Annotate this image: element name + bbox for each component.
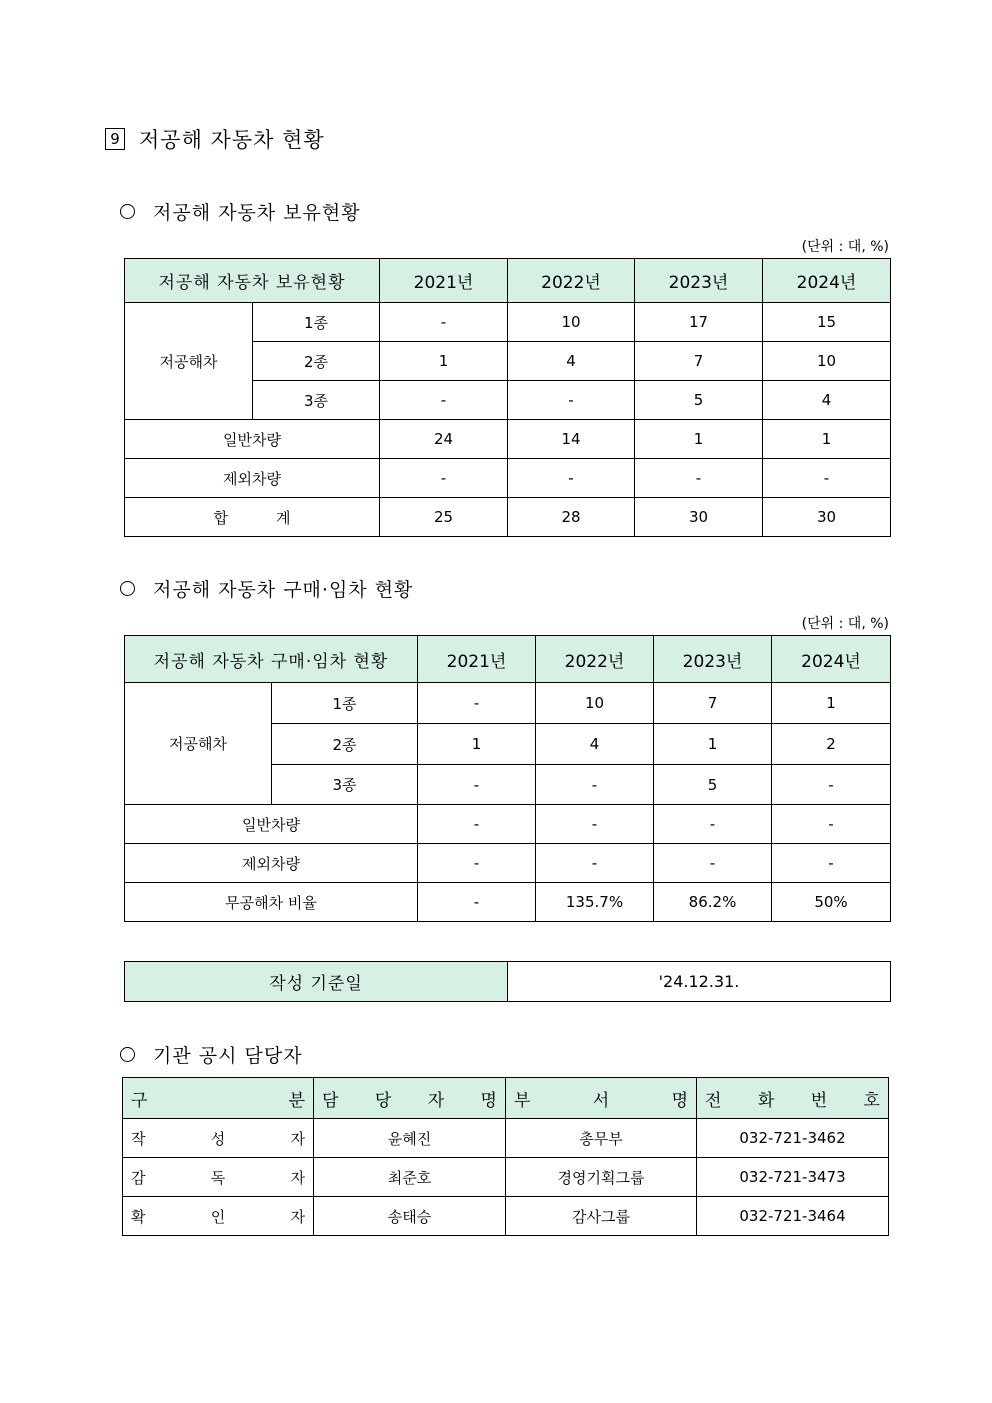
table-cell: - [536,805,654,844]
contacts-title [120,1041,303,1068]
table-cell: - [418,765,536,805]
name-cell: 윤혜진 [314,1119,506,1158]
table-cell: - [654,805,772,844]
header-char: 분 [288,1090,305,1111]
table-cell: - [536,765,654,805]
table-cell: 2 [772,724,891,765]
table-cell: 10 [508,303,635,342]
table-row [125,303,891,342]
header-cell-name [314,1078,506,1119]
role-char: 독 [210,1168,226,1187]
table-cell: 25 [380,498,508,537]
role-char: 자 [290,1168,305,1187]
table-cell: - [508,459,635,498]
purchase-table [124,635,891,922]
role-cell [123,1197,314,1236]
table-row [125,844,891,883]
header-char: 명 [480,1090,497,1111]
base-date-table [124,961,891,1002]
header-char: 서 [592,1090,610,1111]
total-label-b: 계 [276,508,291,527]
section-title-text: 저공해 자동차 현황 [139,128,325,152]
table-row [123,1119,889,1158]
row-label: 2종 [272,724,418,765]
table-cell: - [380,303,508,342]
circle-bullet-icon [120,1047,135,1062]
table-cell: 7 [654,683,772,724]
header-cell: 저공해 자동차 보유현황 [125,259,380,303]
header-cell: 2021년 [380,259,508,303]
table-cell: 1 [635,420,763,459]
circle-bullet-icon [120,581,135,596]
table-cell: 1 [763,420,891,459]
header-char: 부 [514,1090,531,1111]
row-label: 3종 [253,381,380,420]
role-cell [123,1119,314,1158]
dept-cell: 경영기획그룹 [506,1158,697,1197]
table-cell: - [772,805,891,844]
table-header-row [125,636,891,683]
header-cell: 2022년 [508,259,635,303]
table-row [123,1158,889,1197]
table-cell: - [380,459,508,498]
table-cell: 1 [380,342,508,381]
table-cell: - [772,844,891,883]
table-cell: 10 [536,683,654,724]
table-row [125,683,891,724]
dept-cell: 총무부 [506,1119,697,1158]
header-char: 번 [810,1090,828,1111]
header-char: 구 [131,1090,148,1111]
role-char: 자 [290,1129,305,1148]
role-char: 자 [290,1207,305,1226]
header-cell-dept [506,1078,697,1119]
table-cell: 10 [763,342,891,381]
table-cell: - [536,844,654,883]
role-char: 작 [131,1129,146,1148]
header-cell-role [123,1078,314,1119]
header-char: 자 [427,1090,445,1111]
table-cell: 135.7% [536,883,654,922]
table-cell: 7 [635,342,763,381]
group-label: 저공해차 [125,303,253,420]
table-cell: 5 [654,765,772,805]
row-label: 3종 [272,765,418,805]
row-label: 일반차량 [125,805,418,844]
dept-cell: 감사그룹 [506,1197,697,1236]
holdings-unit: (단위 : 대, %) [801,239,889,255]
phone-cell: 032-721-3462 [697,1119,889,1158]
role-char: 감 [131,1168,146,1187]
table-cell: 30 [635,498,763,537]
role-char: 확 [131,1207,146,1226]
table-cell: - [418,883,536,922]
table-cell: 17 [635,303,763,342]
contacts-table [122,1077,889,1236]
table-row [123,1197,889,1236]
table-row [125,459,891,498]
header-char: 담 [322,1090,339,1111]
table-cell: - [763,459,891,498]
base-date-label: 작성 기준일 [125,962,508,1002]
row-label: 1종 [253,303,380,342]
purchase-title [120,575,413,602]
role-char: 인 [210,1207,226,1226]
table-cell: 4 [763,381,891,420]
table-cell: 30 [763,498,891,537]
row-label: 1종 [272,683,418,724]
circle-bullet-icon [120,204,135,219]
row-label: 2종 [253,342,380,381]
table-cell: 50% [772,883,891,922]
section-title [105,124,325,154]
role-cell [123,1158,314,1197]
row-label: 무공해차 비율 [125,883,418,922]
contacts-title-text: 기관 공시 담당자 [153,1045,303,1067]
table-cell: - [418,683,536,724]
table-cell: 1 [654,724,772,765]
header-char: 화 [757,1090,775,1111]
table-header-row [123,1078,889,1119]
table-row [125,420,891,459]
header-char: 전 [705,1090,722,1111]
header-cell: 2024년 [763,259,891,303]
purchase-unit: (단위 : 대, %) [801,616,889,632]
phone-cell: 032-721-3473 [697,1158,889,1197]
table-cell: 14 [508,420,635,459]
group-label: 저공해차 [125,683,272,805]
phone-cell: 032-721-3464 [697,1197,889,1236]
header-char: 당 [374,1090,392,1111]
holdings-title [120,198,361,225]
table-header-row [125,259,891,303]
table-cell: 1 [772,683,891,724]
holdings-title-text: 저공해 자동차 보유현황 [153,202,361,224]
table-cell: - [508,381,635,420]
total-label [125,498,380,537]
header-cell: 2023년 [654,636,772,683]
row-label: 일반차량 [125,420,380,459]
purchase-title-text: 저공해 자동차 구매·임차 현황 [153,579,414,601]
row-label: 제외차량 [125,844,418,883]
name-cell: 송태승 [314,1197,506,1236]
name-cell: 최준호 [314,1158,506,1197]
section-number: 9 [105,128,125,150]
header-cell: 저공해 자동차 구매·임차 현황 [125,636,418,683]
role-char: 성 [210,1129,226,1148]
table-cell: 15 [763,303,891,342]
table-cell: 4 [536,724,654,765]
holdings-table [124,258,891,537]
table-row [125,805,891,844]
header-cell: 2023년 [635,259,763,303]
table-cell: 86.2% [654,883,772,922]
table-cell: 4 [508,342,635,381]
table-cell: - [772,765,891,805]
total-row [125,498,891,537]
table-cell: - [635,459,763,498]
base-date-value: '24.12.31. [508,962,891,1002]
header-cell: 2024년 [772,636,891,683]
header-cell: 2021년 [418,636,536,683]
table-cell: 24 [380,420,508,459]
row-label: 제외차량 [125,459,380,498]
header-cell: 2022년 [536,636,654,683]
header-char: 호 [863,1090,880,1111]
table-cell: - [380,381,508,420]
total-label-a: 합 [213,508,228,527]
table-cell: 5 [635,381,763,420]
table-cell: - [654,844,772,883]
table-row [125,883,891,922]
table-cell: - [418,805,536,844]
table-cell: 1 [418,724,536,765]
table-cell: 28 [508,498,635,537]
table-cell: - [418,844,536,883]
header-char: 명 [671,1090,688,1111]
header-cell-phone [697,1078,889,1119]
